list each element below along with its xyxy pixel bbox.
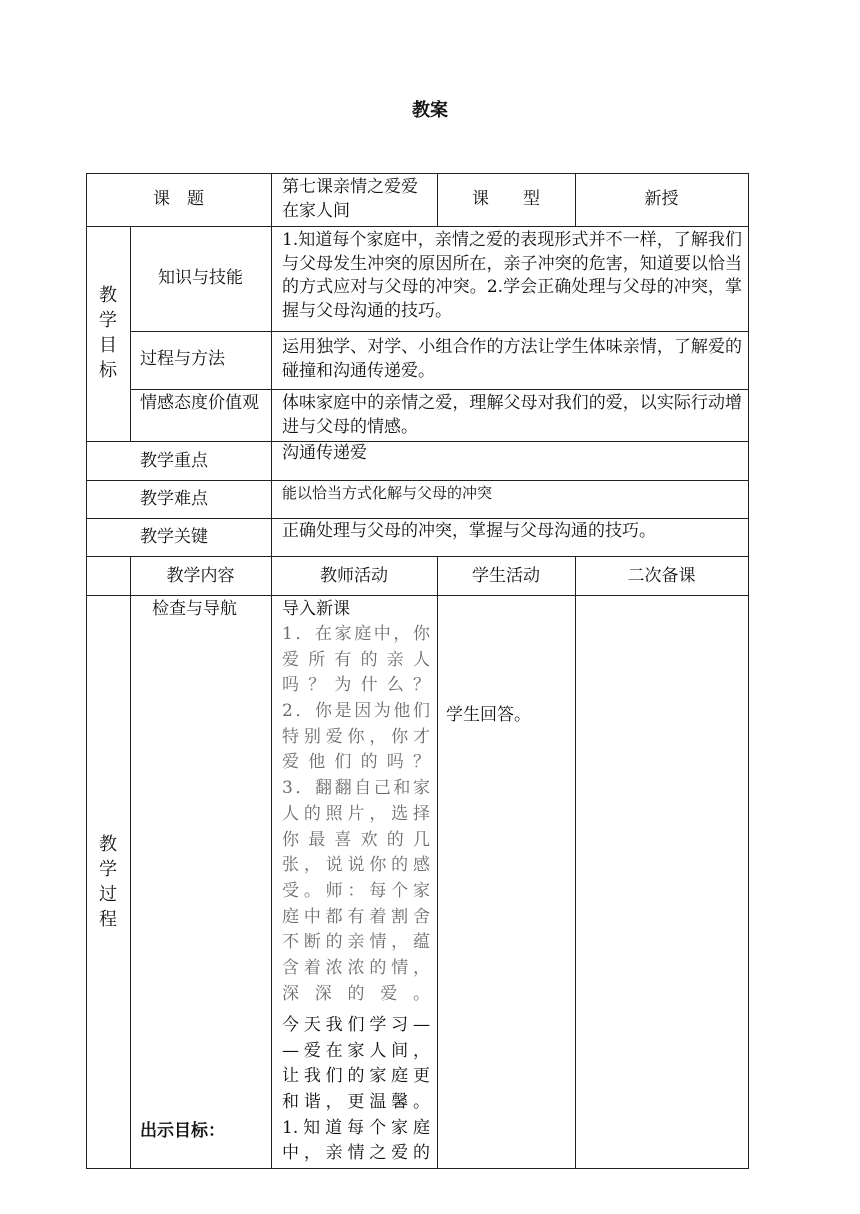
teacher-line: 受。师：每个家 — [282, 880, 430, 901]
lesson-type-value: 新授 — [644, 189, 679, 209]
teacher-line: 爱所有的亲人 — [282, 649, 430, 670]
key-point-value: 沟通传递爱 — [282, 443, 367, 463]
teacher-line: 吗？为什么？ — [282, 675, 430, 696]
teacher-line: 你最喜欢的几 — [282, 829, 430, 850]
row-divider — [86, 480, 749, 481]
teacher-line: 深深的爱。 — [282, 983, 430, 1004]
step-show-goals: 出示目标： — [140, 1121, 225, 1141]
row-divider — [86, 226, 749, 227]
col-divider — [130, 226, 131, 441]
knowledge-label: 知识与技能 — [158, 268, 243, 288]
process-text: 运用独学、对学、小组合作的方法让学生体味亲情，了解爱的碰撞和沟通传递爱。 — [282, 337, 742, 381]
teacher-line: 1．在家庭中，你 — [282, 624, 430, 644]
col-header-teacher: 教师活动 — [320, 566, 388, 586]
table-border-right — [748, 173, 749, 1169]
teacher-heading: 导入新课 — [282, 599, 350, 619]
process-label: 过程与方法 — [140, 349, 225, 369]
knowledge-text: 1.知道每个家庭中，亲情之爱的表现形式并不一样，了解我们与父母发生冲突的原因所在，亲子冲突的危害，知道要以恰当的方式应对与父母的冲突。2.学会正确处理与父母的冲突，掌握与父母沟通的技巧。 — [282, 230, 742, 321]
col-divider — [271, 173, 272, 226]
process-section-label: 教学过程 — [99, 834, 117, 930]
col-header-second: 二次备课 — [627, 566, 696, 586]
teacher-line: 3．翻翻自己和家 — [282, 778, 430, 799]
teacher-activity-gray — [282, 623, 430, 1008]
page-title: 教案 — [412, 100, 448, 121]
teacher-line: 2．你是因为他们 — [282, 701, 430, 722]
difficulty-value: 能以恰当方式化解与父母的冲突 — [282, 484, 493, 502]
teacher-line: 今天我们学习— — [282, 1015, 430, 1035]
col-divider — [437, 556, 438, 1169]
teacher-line: —爱在家人间， — [282, 1040, 430, 1061]
lesson-topic: 第七课亲情之爱爱在家人间 — [282, 177, 418, 221]
difficulty-label: 教学难点 — [140, 489, 208, 509]
row-divider — [130, 331, 749, 332]
teacher-line: 1.知道每个家庭 — [282, 1117, 430, 1138]
lesson-type-label: 课 型 — [472, 189, 540, 209]
col-header-student: 学生活动 — [472, 566, 540, 586]
col-divider — [130, 556, 131, 1169]
teacher-line: 和谐，更温馨。 — [282, 1092, 430, 1113]
student-answer: 学生回答。 — [446, 705, 531, 725]
row-divider — [86, 441, 749, 442]
col-divider — [575, 556, 576, 1169]
row-divider — [130, 389, 749, 390]
teacher-line: 含着浓浓的情， — [282, 957, 430, 978]
row-divider — [86, 518, 749, 519]
key-label: 教学关键 — [140, 527, 208, 547]
emotion-text: 体味家庭中的亲情之爱，理解父母对我们的爱，以实际行动增进与父母的情感。 — [282, 393, 742, 437]
teacher-line: 庭中都有着割舍 — [282, 906, 430, 927]
teacher-line: 特别爱你，你才 — [282, 726, 430, 747]
table-border-top — [86, 173, 749, 174]
row-divider — [86, 556, 749, 557]
teacher-line: 人的照片，选择 — [282, 803, 430, 824]
teacher-line: 不断的亲情，蕴 — [282, 932, 430, 953]
emotion-label: 情感态度价值观 — [140, 393, 259, 413]
row-divider — [86, 595, 749, 596]
subject-label: 课 题 — [153, 189, 204, 209]
teacher-line: 让我们的家庭更 — [282, 1066, 430, 1087]
teacher-line: 中，亲情之爱的 — [282, 1143, 430, 1164]
objectives-section-label: 教学目标 — [99, 285, 117, 381]
col-divider — [271, 226, 272, 595]
key-point-label: 教学重点 — [140, 451, 208, 471]
col-header-content: 教学内容 — [166, 566, 235, 586]
table-border-left — [86, 173, 87, 1169]
teacher-line: 张，说说你的感 — [282, 855, 430, 876]
teacher-line: 爱他们的吗？ — [282, 752, 430, 773]
table-border-bottom — [86, 1168, 749, 1169]
col-divider — [271, 595, 272, 1169]
teacher-activity-dark — [282, 1014, 430, 1168]
step-check-navigate: 检查与导航 — [152, 599, 237, 619]
key-value: 正确处理与父母的冲突，掌握与父母沟通的技巧。 — [282, 521, 656, 541]
